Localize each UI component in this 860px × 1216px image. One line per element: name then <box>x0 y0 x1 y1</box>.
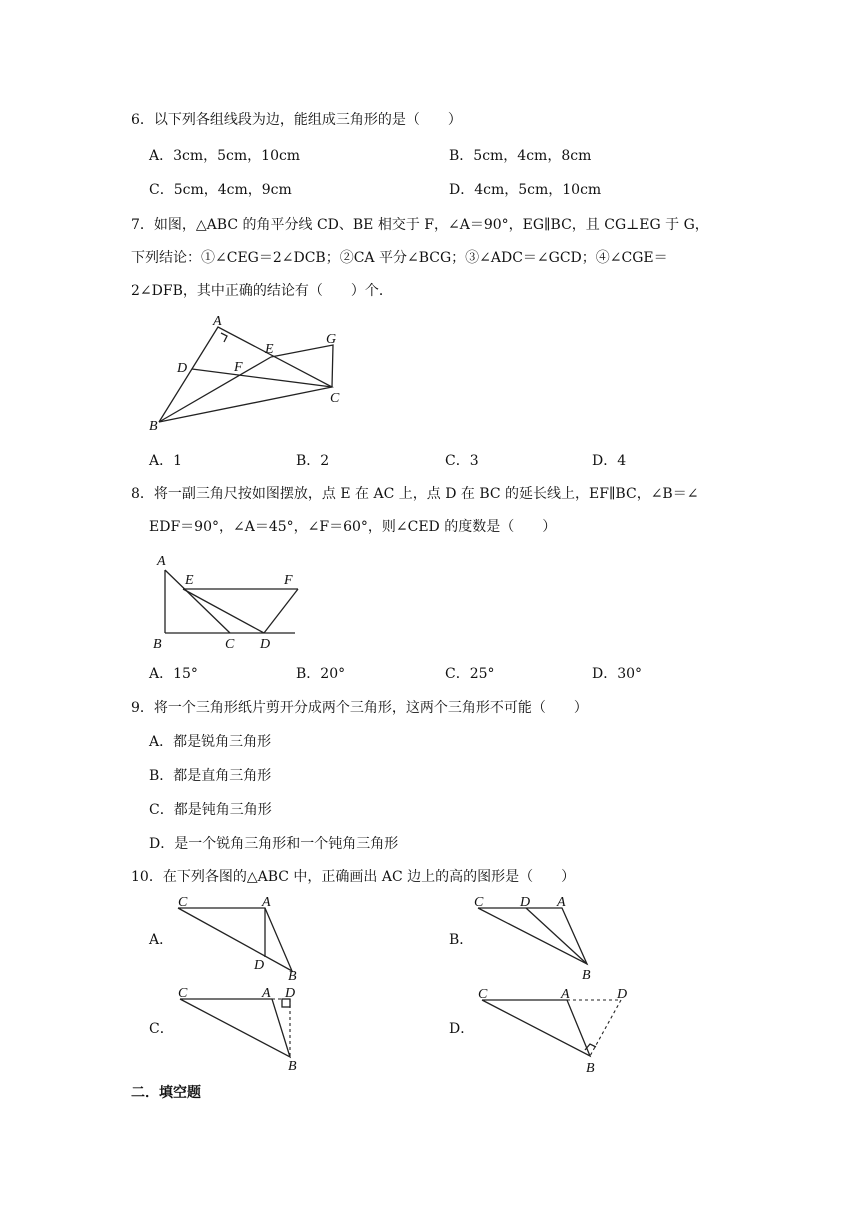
q8-label-a: A <box>157 554 166 569</box>
q10-figure-d <box>468 980 638 1076</box>
q6-option-b: B．5cm，4cm，8cm <box>449 148 592 164</box>
q10-option-b-label: B． <box>449 932 474 948</box>
q10d-label-d: D <box>617 987 628 1002</box>
q10a-label-a: A <box>262 895 271 910</box>
q8-side-fd <box>264 589 298 633</box>
q10d-label-b: B <box>586 1061 595 1076</box>
q8-label-f: F <box>284 573 293 588</box>
q9-stem: 9．将一个三角形纸片剪开分成两个三角形，这两个三角形不可能（ ） <box>131 700 588 716</box>
q7-option-d: D．4 <box>592 453 627 469</box>
q7-label-c: C <box>330 391 340 406</box>
q10d-label-c: C <box>478 987 488 1002</box>
q10b-triangle <box>478 908 587 964</box>
q7-label-b: B <box>149 419 158 434</box>
q8-option-c: C．25° <box>445 666 495 682</box>
q8-option-a: A．15° <box>149 666 198 682</box>
q7-label-a: A <box>213 314 222 329</box>
q8-option-d: D．30° <box>592 666 643 682</box>
q8-label-e: E <box>185 573 194 588</box>
q7-right-angle-mark <box>221 333 227 342</box>
q8-label-b: B <box>153 637 162 652</box>
q10a-label-d: D <box>254 958 265 973</box>
q7-label-f: F <box>234 360 243 375</box>
q10-option-a-label: A． <box>149 932 174 948</box>
q10-figure-c <box>168 980 313 1072</box>
q7-label-e: E <box>265 342 274 357</box>
q10a-label-b: B <box>288 969 297 982</box>
q10-option-c-label: C． <box>149 1021 174 1037</box>
q10-figure-b <box>468 892 608 982</box>
q10c-label-c: C <box>178 986 188 1001</box>
q10b-label-a: A <box>557 895 566 910</box>
q7-stem-line2: 下列结论：①∠CEG＝2∠DCB；②CA 平分∠BCG；③∠ADC＝∠GCD；④∠CGE＝ <box>131 250 668 266</box>
q10b-height <box>526 908 587 964</box>
q6-option-a: A．3cm，5cm，10cm <box>149 148 301 164</box>
q7-bisector-be <box>159 357 271 422</box>
q10b-label-d: D <box>520 895 531 910</box>
q7-option-c: C．3 <box>445 453 479 469</box>
q10c-label-b: B <box>288 1059 297 1072</box>
q7-option-a: A．1 <box>149 453 183 469</box>
q10d-triangle <box>482 1000 590 1056</box>
q7-stem-line1: 7．如图，△ABC 的角平分线 CD、BE 相交于 F，∠A＝90°，EG∥BC，且 CG⊥EG 于 G， <box>131 217 709 233</box>
q8-side-ac <box>165 570 230 633</box>
q8-figure <box>145 548 305 654</box>
q7-bisector-cd <box>192 369 332 387</box>
q6-option-d: D．4cm，5cm，10cm <box>449 182 602 198</box>
q10-option-d-label: D． <box>449 1021 475 1037</box>
q9-option-b: B．都是直角三角形 <box>149 768 272 784</box>
q7-option-b: B．2 <box>296 453 330 469</box>
q10c-label-d: D <box>285 986 296 1001</box>
q10b-label-c: C <box>474 895 484 910</box>
q6-option-c: C．5cm，4cm，9cm <box>149 182 292 198</box>
q9-option-c: C．都是钝角三角形 <box>149 802 272 818</box>
q8-label-d: D <box>260 637 271 652</box>
q10c-triangle <box>180 999 290 1057</box>
q10-stem: 10．在下列各图的△ABC 中，正确画出 AC 边上的高的图形是（ ） <box>131 869 576 885</box>
q8-stem-line2: EDF＝90°，∠A＝45°，∠F＝60°，则∠CED 的度数是（ ） <box>149 519 557 535</box>
q7-label-d: D <box>177 361 188 376</box>
q10b-label-b: B <box>582 968 591 982</box>
q7-label-g: G <box>326 332 337 347</box>
q10c-label-a: A <box>262 986 271 1001</box>
q10a-triangle <box>178 908 292 971</box>
q7-figure <box>145 312 355 434</box>
q8-option-b: B．20° <box>296 666 346 682</box>
q10d-label-a: A <box>561 987 570 1002</box>
q7-stem-line3: 2∠DFB，其中正确的结论有（ ）个． <box>131 283 393 299</box>
q9-option-d: D．是一个锐角三角形和一个钝角三角形 <box>149 836 399 852</box>
section-title-fill-in: 二．填空题 <box>131 1085 201 1101</box>
q8-label-c: C <box>225 637 235 652</box>
q6-stem: 6．以下列各组线段为边，能组成三角形的是（ ） <box>131 112 462 128</box>
q8-stem-line1: 8．将一副三角尺按如图摆放，点 E 在 AC 上，点 D 在 BC 的延长线上，EF∥BC，∠B＝∠ <box>131 486 699 502</box>
q9-option-a: A．都是锐角三角形 <box>149 734 272 750</box>
q10d-height <box>590 1000 621 1056</box>
q10-figure-a <box>168 892 308 982</box>
q10a-label-c: C <box>178 895 188 910</box>
